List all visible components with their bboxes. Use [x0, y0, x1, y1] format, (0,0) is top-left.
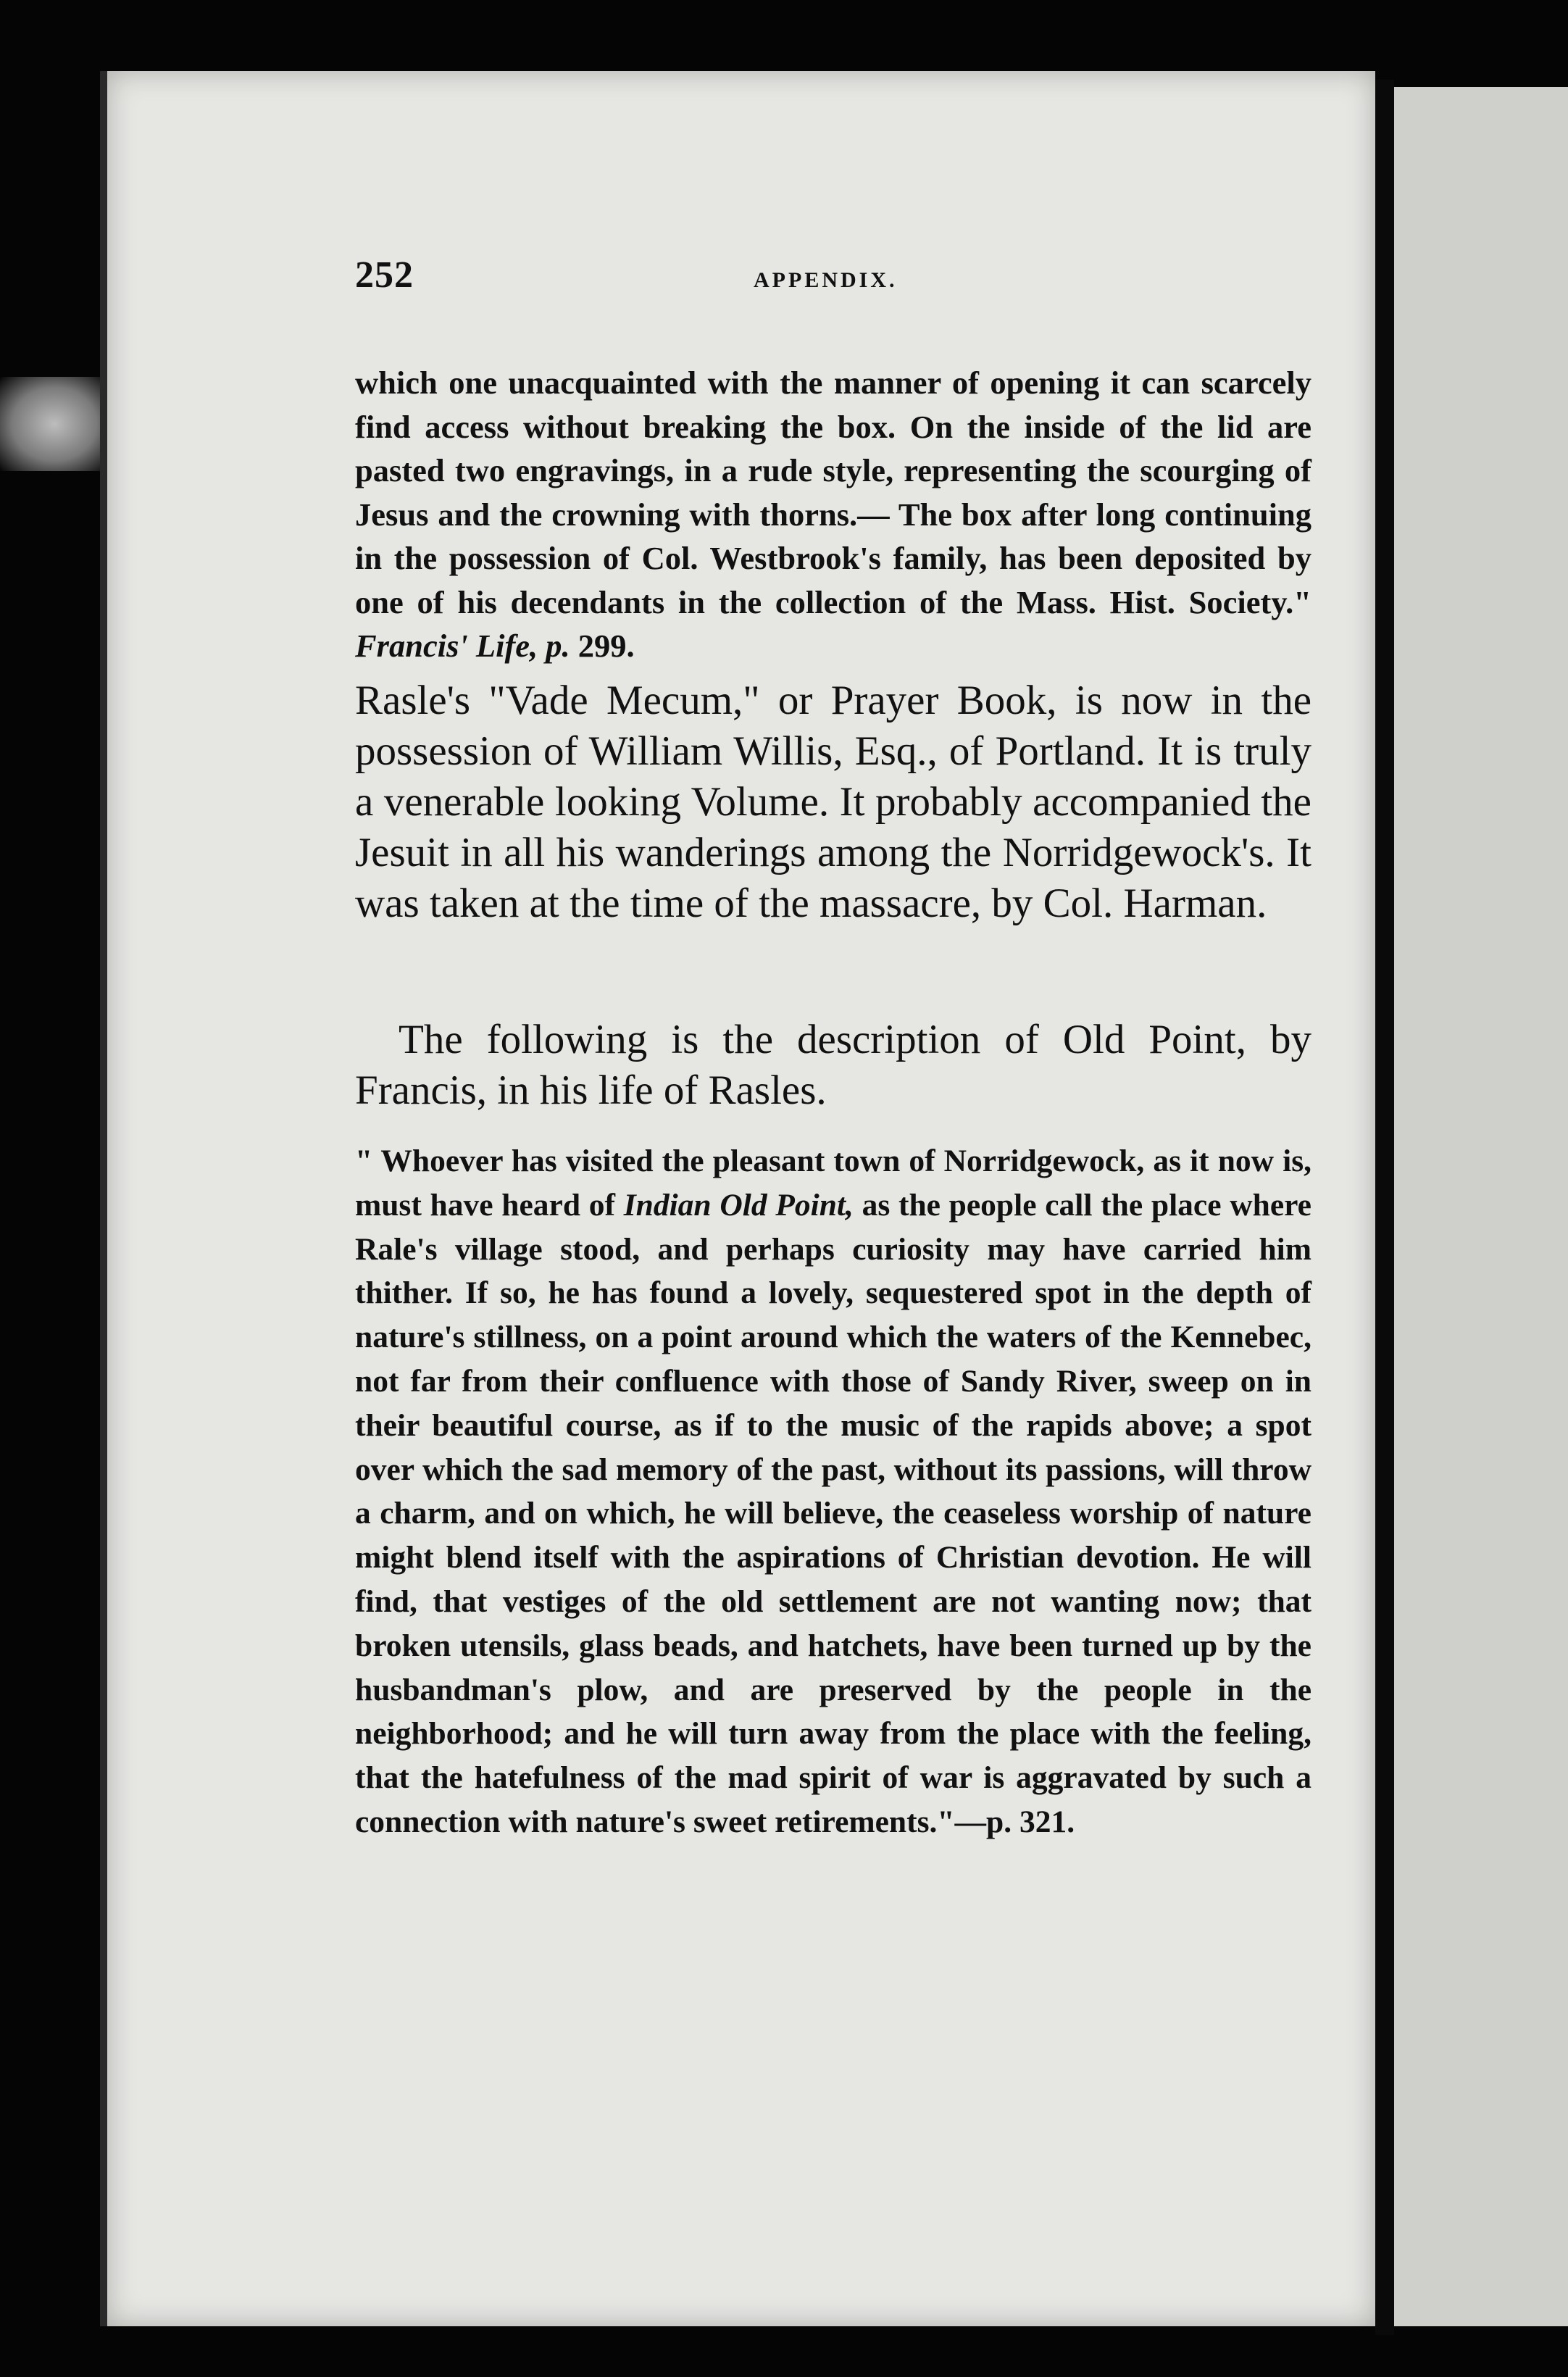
old-point-quote-part-1: " Whoever has visited the pleasant town of Norridgewock, as it now is, must have heard of [355, 1144, 1311, 1223]
old-point-italic-term: Indian Old Point, [623, 1187, 854, 1223]
old-point-quote-part-2: as the people call the place where Rale's village stood, and perhaps curiosity may have carried him thither. If so, he has found a lovely, sequestered spot in the depth of nature's stillness, on a point around which the waters of the Kennebec, not far from their confluence with those of Sandy River, sweep on in their beautiful course, as if to the music of the rapids above; a spot over which the sad memory of the past, without its passions, will throw a charm, and on which, he will believe, the ceaseless worship of nature might blend itself with the aspirations of Christian devotion. He will find, that vestiges of the old settlement are not wanting now; that broken utensils, glass beads, and hatchets, have been turned up by the husbandman's plow, and are preserved by the people in the neighborhood; and he will turn away from the place with the feeling, that the hatefulness of the mad spirit of war is aggravated by such a connection with nature's sweet retirements."—p. 321. [355, 1187, 1311, 1839]
old-point-intro: The following is the description of Old Point, by Francis, in his life of Rasles. [355, 1017, 1311, 1113]
quote-continuation-text: which one unacquainted with the manner of opening it can scarcely find access without breaking the box. On the inside of the lid are pasted two engravings, in a rude style, representing the scourging of Jesus and the crowning with thorns.— The box after long continuing in the possession of Col. Westbrook's family, has been deposited by one of his decendants in the collection of the Mass. Hist. Society." [355, 365, 1311, 620]
old-point-quote [355, 1139, 1311, 1844]
page-number: 252 [355, 254, 414, 296]
page-header [355, 254, 1311, 312]
citation-page: 299. [577, 628, 635, 664]
facing-page-edge [1394, 87, 1568, 2326]
book-gutter [1375, 80, 1394, 2335]
citation: Francis' Life, p. [355, 628, 570, 664]
scan-smudge [0, 377, 109, 471]
running-head: APPENDIX. [754, 268, 898, 292]
quote-continuation [355, 361, 1311, 668]
vade-mecum-paragraph: Rasle's "Vade Mecum," or Prayer Book, is now in the possession of William Willis, Esq., of Portland. It is truly a venerable looking Volume. It probably accompanied the Jesuit in all his wanderings among the Norridgewock's. It was taken at the time of the massacre, by Col. Harman. [355, 678, 1311, 926]
